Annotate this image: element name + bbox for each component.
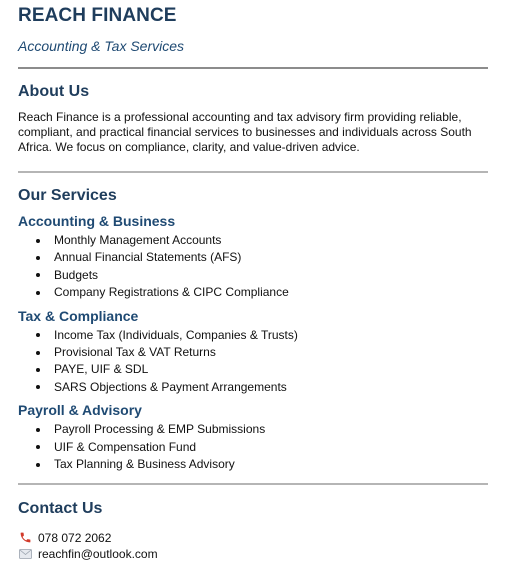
list-item — [54, 456, 488, 473]
bullet-icon — [36, 428, 40, 432]
list-item — [54, 344, 488, 361]
about-heading: About Us — [18, 83, 90, 100]
contact-email — [18, 546, 488, 563]
email-address[interactable]: reachfin@outlook.com — [38, 547, 158, 562]
bullet-icon — [36, 239, 40, 243]
list-item — [54, 379, 488, 396]
bullet-icon — [36, 368, 40, 372]
brand-title: REACH FINANCE — [18, 5, 177, 26]
phone-number[interactable]: 078 072 2062 — [38, 530, 112, 545]
contact-heading: Contact Us — [18, 500, 103, 518]
contact-details — [18, 529, 488, 562]
list-item-label: Payroll Processing & EMP Submissions — [54, 422, 266, 437]
service-list — [18, 327, 488, 397]
divider — [18, 483, 488, 485]
contact-phone — [18, 529, 488, 546]
list-item-label: Budgets — [54, 267, 99, 282]
service-group-tax — [18, 307, 488, 397]
bullet-icon — [36, 351, 40, 355]
divider — [18, 67, 488, 69]
bullet-icon — [36, 333, 40, 337]
list-item-label: Monthly Management Accounts — [54, 233, 222, 247]
divider — [18, 171, 488, 173]
list-item — [54, 284, 488, 301]
list-item-label: PAYE, UIF & SDL — [54, 362, 149, 377]
bullet-icon — [36, 463, 40, 467]
about-paragraph: Reach Finance is a professional accounting and tax advisory firm providing reliable, compliant, and practical financial services to businesses and individuals across South Africa. We focus on compliance, clarity, and value-driven advice. — [18, 110, 472, 154]
phone-icon — [18, 531, 32, 545]
list-item — [54, 327, 488, 344]
bullet-icon — [36, 385, 40, 389]
service-list — [18, 421, 488, 473]
service-group-heading: Tax & Compliance — [18, 307, 139, 324]
list-item — [54, 249, 488, 266]
list-item — [54, 232, 488, 249]
bullet-icon — [36, 273, 40, 277]
service-group-heading: Accounting & Business — [18, 213, 176, 229]
list-item — [54, 267, 488, 284]
bullet-icon — [36, 256, 40, 260]
bullet-icon — [36, 291, 40, 295]
list-item — [54, 361, 488, 378]
service-group-payroll — [18, 401, 488, 473]
list-item — [54, 439, 488, 456]
list-item-label: Tax Planning & Business Advisory — [54, 457, 235, 472]
list-item-label: Provisional Tax & VAT Returns — [54, 345, 216, 360]
document-page — [18, 0, 488, 562]
envelope-icon — [18, 547, 32, 561]
bullet-icon — [36, 445, 40, 449]
service-list — [18, 232, 488, 302]
service-group-heading: Payroll & Advisory — [18, 402, 142, 419]
list-item-label: UIF & Compensation Fund — [54, 439, 197, 454]
list-item — [54, 421, 488, 438]
list-item-label: Income Tax (Individuals, Companies & Trusts) — [54, 327, 298, 342]
brand-tagline: Accounting & Tax Services — [18, 38, 185, 54]
service-group-accounting — [18, 212, 488, 302]
list-item-label: Company Registrations & CIPC Compliance — [54, 285, 289, 300]
list-item-label: Annual Financial Statements (AFS) — [54, 250, 242, 265]
services-heading: Our Services — [18, 187, 117, 204]
list-item-label: SARS Objections & Payment Arrangements — [54, 379, 287, 394]
